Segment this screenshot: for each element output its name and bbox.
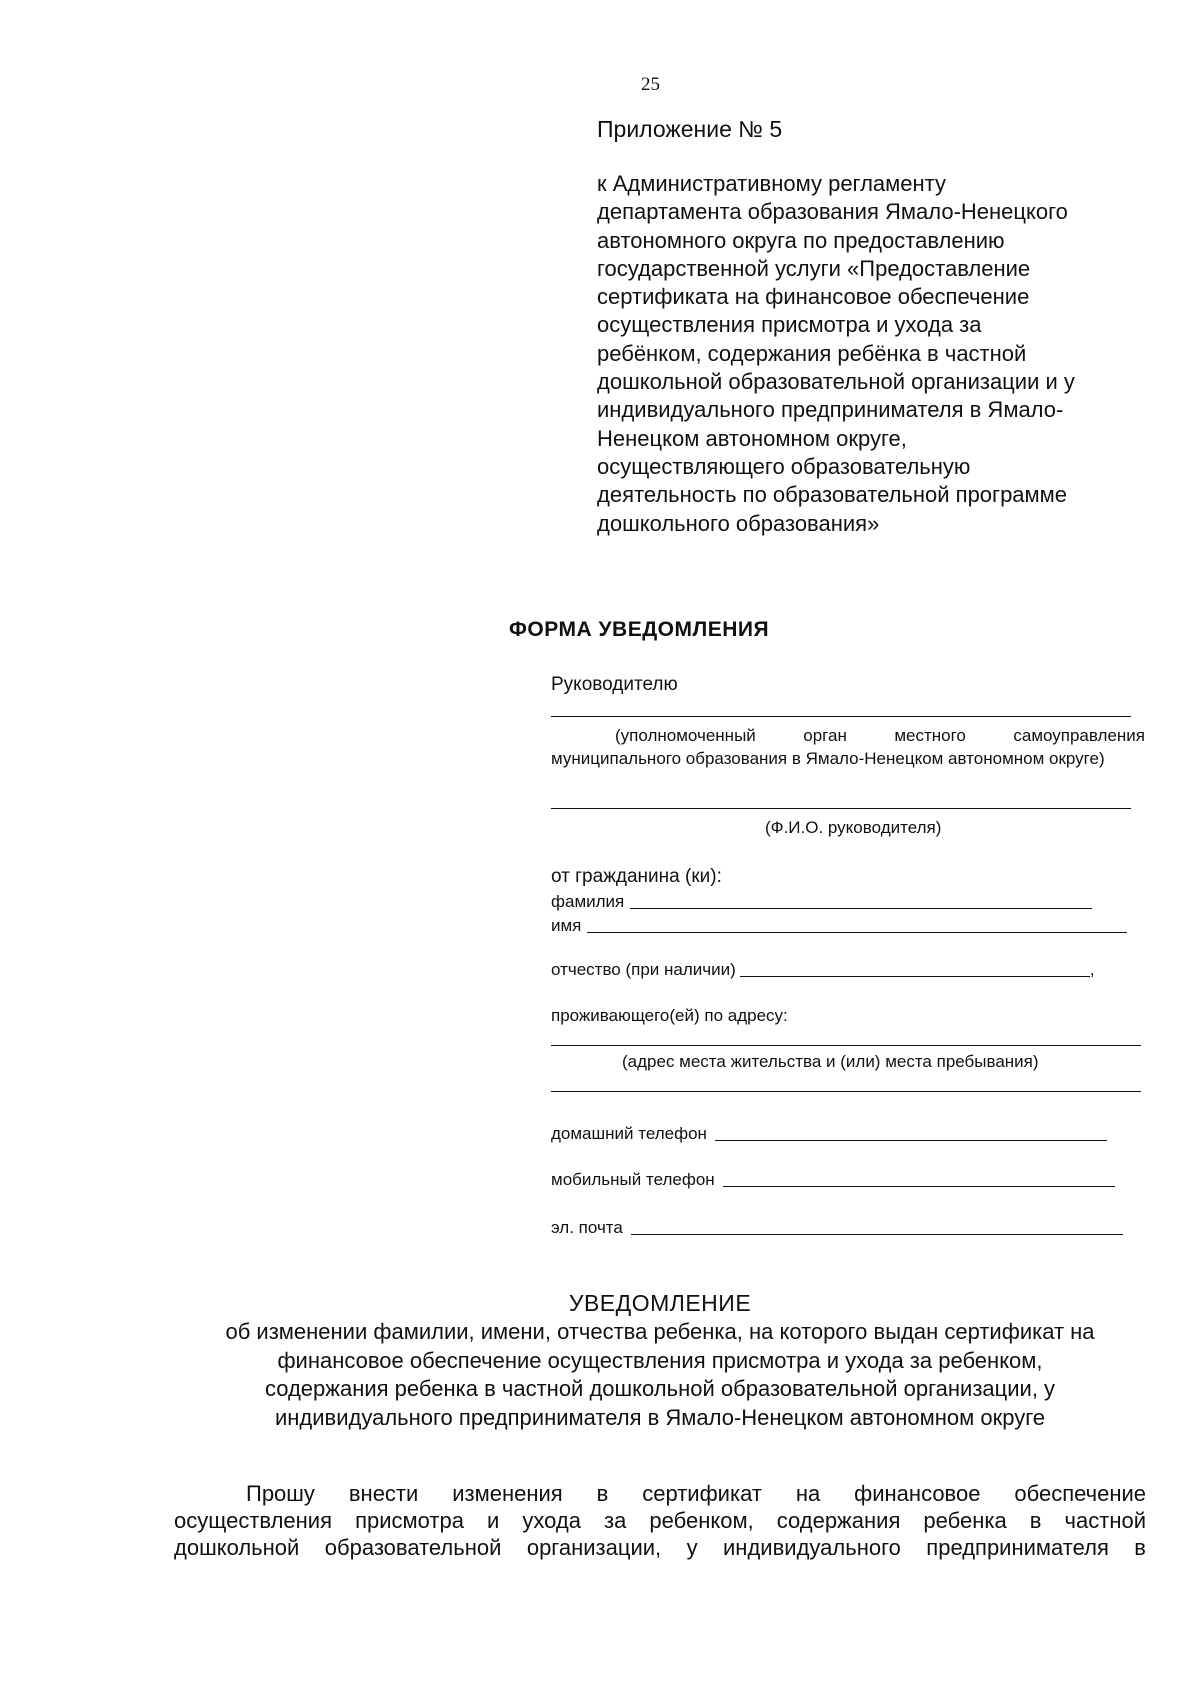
address-line-1[interactable]: [551, 1045, 1141, 1046]
email-input-line[interactable]: [631, 1233, 1123, 1235]
notice-subtitle-line: финансовое обеспечение осуществления присмотра и ухода за ребенком,: [277, 1347, 1043, 1373]
patronymic-input-line[interactable]: [740, 975, 1090, 977]
recipient-org-line[interactable]: [551, 716, 1131, 717]
appendix-line: осуществления присмотра и ухода за: [597, 312, 982, 338]
name-input-line[interactable]: [587, 931, 1127, 933]
notice-title: УВЕДОМЛЕНИЕ: [568, 1290, 752, 1316]
address-caption: (адрес места жительства и (или) места пребывания): [622, 1052, 1039, 1071]
patronymic-suffix: ,: [1089, 960, 1095, 979]
appendix-line: индивидуального предпринимателя в Ямало-: [597, 397, 1064, 423]
mobile-phone-label: мобильный телефон: [551, 1170, 715, 1189]
surname-field[interactable]: [551, 892, 1092, 912]
appendix-line: деятельность по образовательной программе: [597, 482, 1068, 508]
appendix-line: дошкольного образования»: [597, 510, 880, 536]
email-field[interactable]: [551, 1218, 1123, 1238]
surname-input-line[interactable]: [630, 907, 1092, 909]
notice-body: [174, 1480, 1146, 1561]
appendix-line: департамента образования Ямало-Ненецкого: [597, 199, 1068, 225]
notice-subtitle-line: об изменении фамилии, имени, отчества ребенка, на которого выдан сертификат на: [225, 1319, 1095, 1344]
name-label: имя: [551, 916, 582, 935]
from-label: от гражданина (ки):: [551, 866, 722, 887]
home-phone-field[interactable]: [551, 1124, 1107, 1144]
recipient-org-caption: (уполномоченный орган местного самоуправления муниципального образования в Ямало-Ненецком автономном округе): [551, 726, 1145, 768]
appendix-line: дошкольной образовательной организации и у: [597, 369, 1075, 395]
appendix-line: осуществляющего образовательную: [597, 453, 971, 479]
appendix-line: государственной услуги «Предоставление: [597, 255, 1031, 281]
notice-body-line: дошкольной образовательной организации, у индивидуального предпринимателя в: [174, 1535, 1146, 1560]
to-label: Руководителю: [551, 674, 678, 695]
notice-subtitle-line: содержания ребенка в частной дошкольной образовательной организации, у: [264, 1376, 1056, 1401]
surname-label: фамилия: [551, 892, 625, 911]
email-label: эл. почта: [551, 1218, 623, 1237]
patronymic-label: отчество (при наличии): [551, 960, 736, 979]
form-title: ФОРМА УВЕДОМЛЕНИЯ: [509, 618, 770, 641]
appendix-line: сертификата на финансовое обеспечение: [597, 284, 1030, 310]
mobile-phone-input-line[interactable]: [723, 1185, 1115, 1187]
appendix-line: к Административному регламенту: [597, 171, 947, 196]
notice-subtitle-line: индивидуального предпринимателя в Ямало-Ненецком автономном округе: [274, 1404, 1046, 1430]
home-phone-label: домашний телефон: [551, 1124, 707, 1143]
name-field[interactable]: [551, 916, 1127, 936]
mobile-phone-field[interactable]: [551, 1170, 1115, 1190]
notice-subtitle: [170, 1318, 1150, 1432]
notice-body-line: осуществления присмотра и ухода за ребенком, содержания ребенка в частной: [174, 1508, 1146, 1533]
appendix-title: Приложение № 5: [597, 116, 783, 142]
home-phone-input-line[interactable]: [715, 1139, 1107, 1141]
recipient-fio-line[interactable]: [551, 808, 1131, 809]
notice-body-line: Прошу внести изменения в сертификат на финансовое обеспечение: [246, 1481, 1146, 1506]
address-label: проживающего(ей) по адресу:: [551, 1006, 788, 1025]
appendix-line: автономного округа по предоставлению: [597, 227, 1005, 253]
patronymic-field[interactable]: [551, 960, 1095, 980]
address-line-2[interactable]: [551, 1091, 1141, 1092]
page-number: 25: [641, 74, 660, 95]
appendix-line: ребёнком, содержания ребёнка в частной: [597, 340, 1027, 366]
appendix-line: Ненецком автономном округе,: [597, 425, 907, 451]
appendix-text: [597, 170, 1157, 538]
recipient-fio-caption: (Ф.И.О. руководителя): [765, 818, 942, 837]
